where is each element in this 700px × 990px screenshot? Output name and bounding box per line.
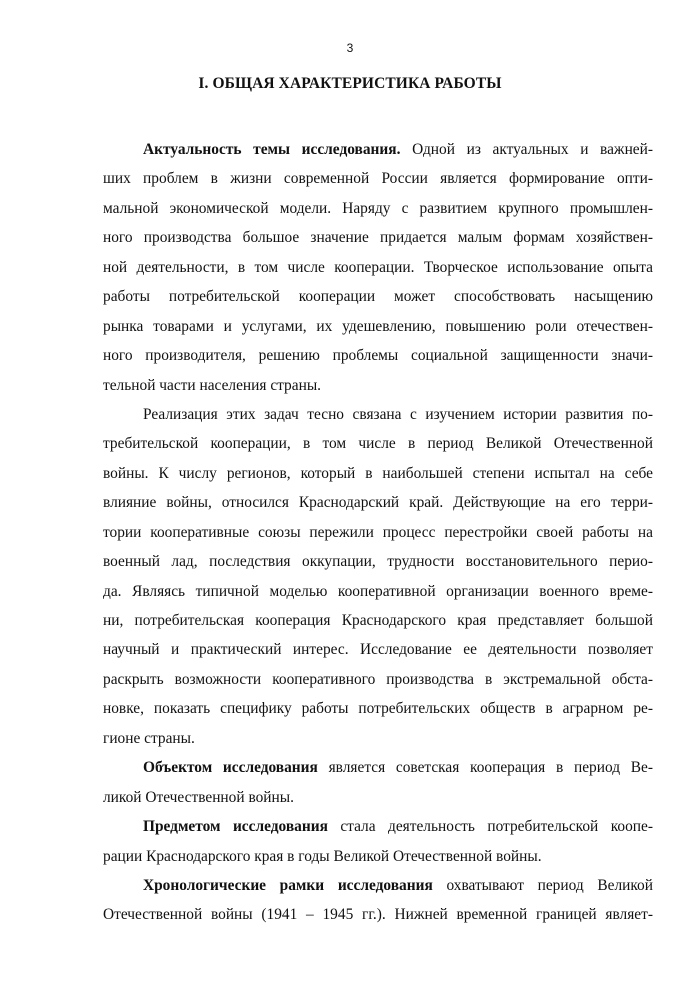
text-line (103, 871, 653, 900)
text-line (103, 724, 653, 753)
text-line (103, 488, 653, 517)
text-line (103, 253, 653, 282)
line-text: тельной части населения страны. (103, 376, 322, 394)
bold-lead-in: Актуальность темы исследования. (143, 141, 401, 158)
line-text: рынка товарами и услугами, их удешевлению, повышению роли отечествен- (103, 317, 653, 335)
text-line (103, 459, 653, 488)
line-text: ликой Отечественной войны. (103, 788, 294, 806)
line-text: ших проблем в жизни современной России является формирование опти- (103, 170, 653, 188)
paragraph (103, 400, 653, 753)
line-text: Одной из актуальных и важней- (400, 141, 653, 158)
line-text: ного производителя, решению проблемы социальной защищенности значи- (103, 347, 653, 365)
line-text: мальной экономической модели. Наряду с развитием крупного промышлен- (103, 199, 653, 217)
text-line (103, 900, 653, 929)
text-line (103, 812, 653, 841)
line-text: новке, показать специфику работы потребительских обществ в аграрном ре- (103, 700, 653, 718)
paragraph (103, 135, 653, 400)
line-text: ной деятельности, в том числе кооперации. Творческое использование опыта (103, 258, 653, 276)
bold-lead-in: Объектом исследования (143, 759, 318, 777)
text-line (103, 371, 653, 400)
text-line (103, 341, 653, 370)
line-text: требительской кооперации, в том числе в период Великой Отечественной (103, 435, 653, 453)
text-line (103, 429, 653, 458)
bold-lead-in: Предметом исследования (143, 818, 328, 836)
line-text: охватывают период Великой (432, 876, 653, 894)
text-line (103, 135, 653, 164)
line-text: является советская кооперация в период Ве- (317, 759, 653, 777)
line-text: научный и практический интерес. Исследование ее деятельности позволяет (103, 641, 653, 659)
text-line (103, 577, 653, 606)
body-text (103, 135, 653, 930)
text-line (103, 753, 653, 782)
line-text: ного производства большое значение придается малым формам хозяйствен- (103, 229, 653, 247)
text-line (103, 694, 653, 723)
line-text: войны. К числу регионов, который в наибольшей степени испытал на себе (103, 464, 653, 482)
bold-lead-in: Хронологические рамки исследования (143, 876, 433, 894)
text-line (103, 312, 653, 341)
paragraph (103, 753, 653, 812)
text-line (103, 783, 653, 812)
text-line (103, 665, 653, 694)
line-text: влияние войны, относился Краснодарский край. Действующие на его терри- (103, 494, 653, 512)
line-text: гионе страны. (103, 729, 195, 747)
text-line (103, 194, 653, 223)
text-line (103, 223, 653, 252)
text-line (103, 282, 653, 311)
line-text: рации Краснодарского края в годы Великой Отечественной войны. (103, 847, 542, 865)
line-text: раскрыть возможности кооперативного производства в экстремальной обста- (103, 670, 653, 688)
text-line (103, 400, 653, 429)
line-text: да. Являясь типичной моделью кооперативной организации военного време- (103, 582, 653, 600)
line-text: стала деятельность потребительской коопе- (327, 818, 653, 836)
section-heading: I. ОБЩАЯ ХАРАКТЕРИСТИКА РАБОТЫ (198, 75, 502, 92)
page-number: 3 (346, 41, 354, 55)
line-text: Реализация этих задач тесно связана с изучением истории развития по- (143, 405, 653, 423)
line-text: Отечественной войны (1941 – 1945 гг.). Нижней временной границей являет- (103, 906, 653, 924)
line-text: военный лад, последствия оккупации, трудности восстановительного перио- (103, 553, 653, 571)
text-line (103, 518, 653, 547)
text-line (103, 635, 653, 664)
line-text: тории кооперативные союзы пережили процесс перестройки своей работы на (103, 523, 653, 541)
line-text: работы потребительской кооперации может способствовать насыщению (103, 288, 653, 306)
text-line (103, 842, 653, 871)
text-line (103, 164, 653, 193)
paragraph (103, 812, 653, 871)
text-line (103, 606, 653, 635)
text-line (103, 547, 653, 576)
paragraph (103, 871, 653, 930)
line-text: ни, потребительская кооперация Краснодарского края представляет большой (103, 612, 653, 629)
